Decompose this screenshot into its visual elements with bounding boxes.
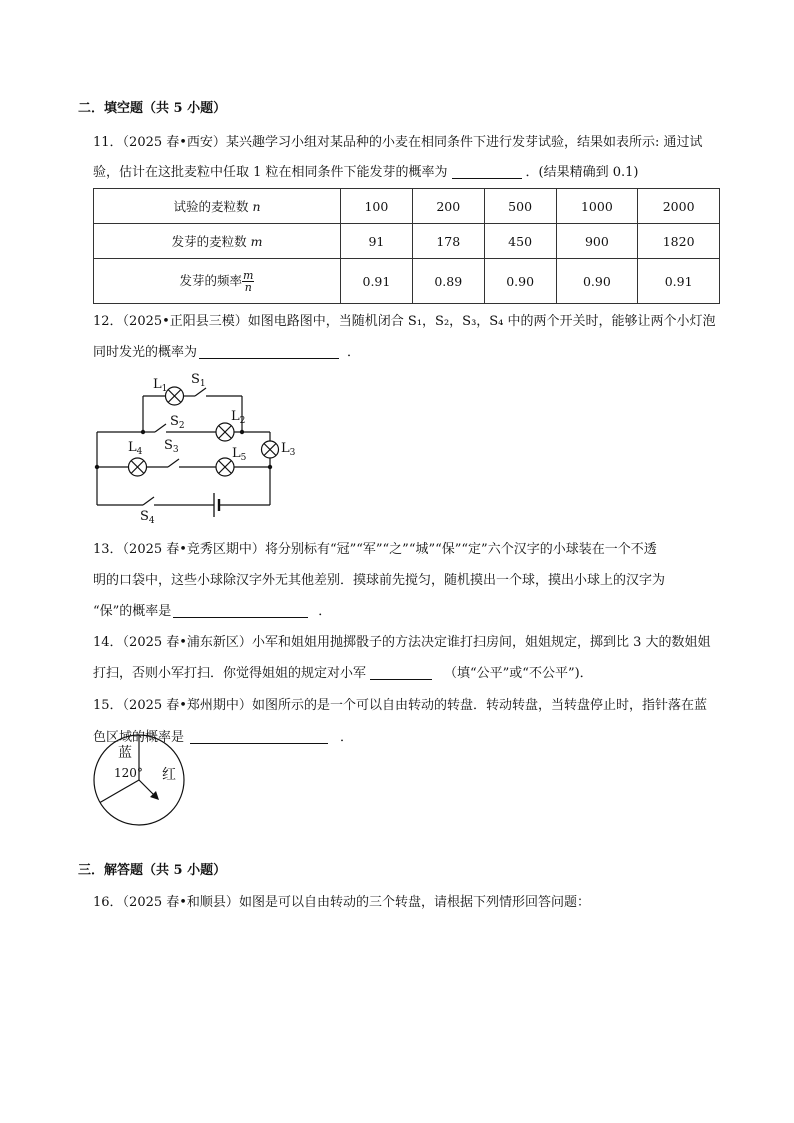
circuit-label: $L_5$ — [232, 446, 247, 463]
circuit-label: $S_3$ — [164, 438, 179, 455]
lamp-icon — [166, 387, 184, 405]
table-cell: 试验的麦粒数 n — [94, 189, 341, 224]
question-text: 同时发光的概率为 — [93, 345, 198, 360]
question-text: 如图是可以自由转动的三个转盘，请根据下列情形回答问题： — [238, 895, 590, 910]
question-text: 打扫，否则小军打扫．你觉得姐姐的规定对小军 — [93, 666, 367, 681]
section-title: 二．填空题（共 5 小题） — [78, 101, 227, 116]
question-text: ．(结果精确到 0.1) — [525, 165, 639, 180]
question-text: （填“公平”或“不公平”)． — [444, 666, 593, 681]
question-source: 14．（2025 春•浦东新区） — [93, 635, 252, 650]
table-cell: 900 — [556, 224, 638, 259]
table-cell: 0.91 — [341, 259, 413, 304]
question-text: 如图所示的是一个可以自由转动的转盘．转动转盘，当转盘停止时，指针落在蓝 — [251, 698, 707, 713]
question-15 — [93, 696, 707, 716]
question-13-line2 — [93, 571, 665, 591]
question-text: 小军和姐姐用抛掷骰子的方法决定谁打扫房间，姐姐规定，掷到比 3 大的数姐姐 — [251, 635, 711, 650]
table-cell: 0.90 — [484, 259, 556, 304]
question-13-line3 — [93, 602, 331, 622]
fraction: $\frac{m}{n}$ — [243, 268, 254, 294]
table-cell: 发芽的频率 $\frac{m}{n}$ — [94, 259, 341, 304]
question-text: 色区域的概率是 — [93, 730, 185, 745]
circuit-label: $S_2$ — [170, 414, 185, 431]
question-text: ． — [347, 345, 361, 360]
question-14-line2 — [93, 664, 593, 684]
lamp-icon — [129, 458, 147, 476]
table-cell: 450 — [484, 224, 556, 259]
answer-blank[interactable] — [173, 603, 308, 618]
circuit-label: $S_1$ — [191, 372, 206, 389]
question-source: 12．（2025•正阳县三模） — [93, 314, 248, 329]
table-cell: 0.89 — [412, 259, 484, 304]
question-source: 16．（2025 春•和顺县） — [93, 895, 239, 910]
question-text: “保”的概率是 — [93, 604, 172, 619]
red-region-label: 红 — [162, 767, 176, 783]
circuit-label: $L_3$ — [281, 441, 296, 458]
question-source: 13．（2025 春•竞秀区期中） — [93, 542, 265, 557]
angle-label: 120° — [114, 766, 143, 780]
table-cell: 91 — [341, 224, 413, 259]
lamp-icon — [262, 441, 279, 458]
circuit-label: $L_2$ — [231, 409, 246, 426]
question-text: 验，估计在这批麦粒中任取 1 粒在相同条件下能发芽的概率为 — [93, 165, 448, 180]
lamp-icon — [216, 423, 234, 441]
question-16 — [93, 893, 590, 913]
question-14 — [93, 633, 710, 653]
table-cell: 0.91 — [638, 259, 720, 304]
table-cell: 0.90 — [556, 259, 638, 304]
table-cell: 1000 — [556, 189, 638, 224]
blue-region-label: 蓝 — [118, 745, 132, 761]
question-text: ． — [318, 604, 332, 619]
spinner-diagram — [94, 735, 184, 825]
circuit-label: $L_1$ — [153, 377, 168, 394]
table-cell: 200 — [412, 189, 484, 224]
table-cell: 发芽的麦粒数 m — [94, 224, 341, 259]
question-text: 如图电路图中，当随机闭合 S₁，S₂，S₃，S₄ 中的两个开关时，能够让两个小灯泡 — [247, 314, 716, 329]
question-source: 11．（2025 春•西安） — [93, 135, 226, 150]
answer-blank[interactable] — [370, 665, 432, 680]
question-text: ． — [340, 730, 354, 745]
question-text: 将分别标有“冠”“军”“之”“城”“保”“定”六个汉字的小球装在一个不透 — [264, 542, 657, 557]
answer-blank[interactable] — [190, 729, 328, 744]
question-13 — [93, 540, 657, 560]
question-15-line2 — [93, 728, 353, 748]
circuit-label: $S_4$ — [140, 509, 155, 526]
circuit-label: $L_4$ — [128, 440, 143, 457]
table-cell: 100 — [341, 189, 413, 224]
question-source: 15．（2025 春•郑州期中） — [93, 698, 252, 713]
table-cell: 178 — [412, 224, 484, 259]
table-cell: 1820 — [638, 224, 720, 259]
table-cell: 500 — [484, 189, 556, 224]
question-text: 明的口袋中，这些小球除汉字外无其他差别．摸球前先搅匀，随机摸出一个球，摸出小球上的汉字为 — [93, 573, 666, 588]
section-title: 三．解答题（共 5 小题） — [78, 863, 227, 878]
table-cell: 2000 — [638, 189, 720, 224]
question-text: 某兴趣学习小组对某品种的小麦在相同条件下进行发芽试验，结果如表所示: 通过试 — [225, 135, 703, 150]
